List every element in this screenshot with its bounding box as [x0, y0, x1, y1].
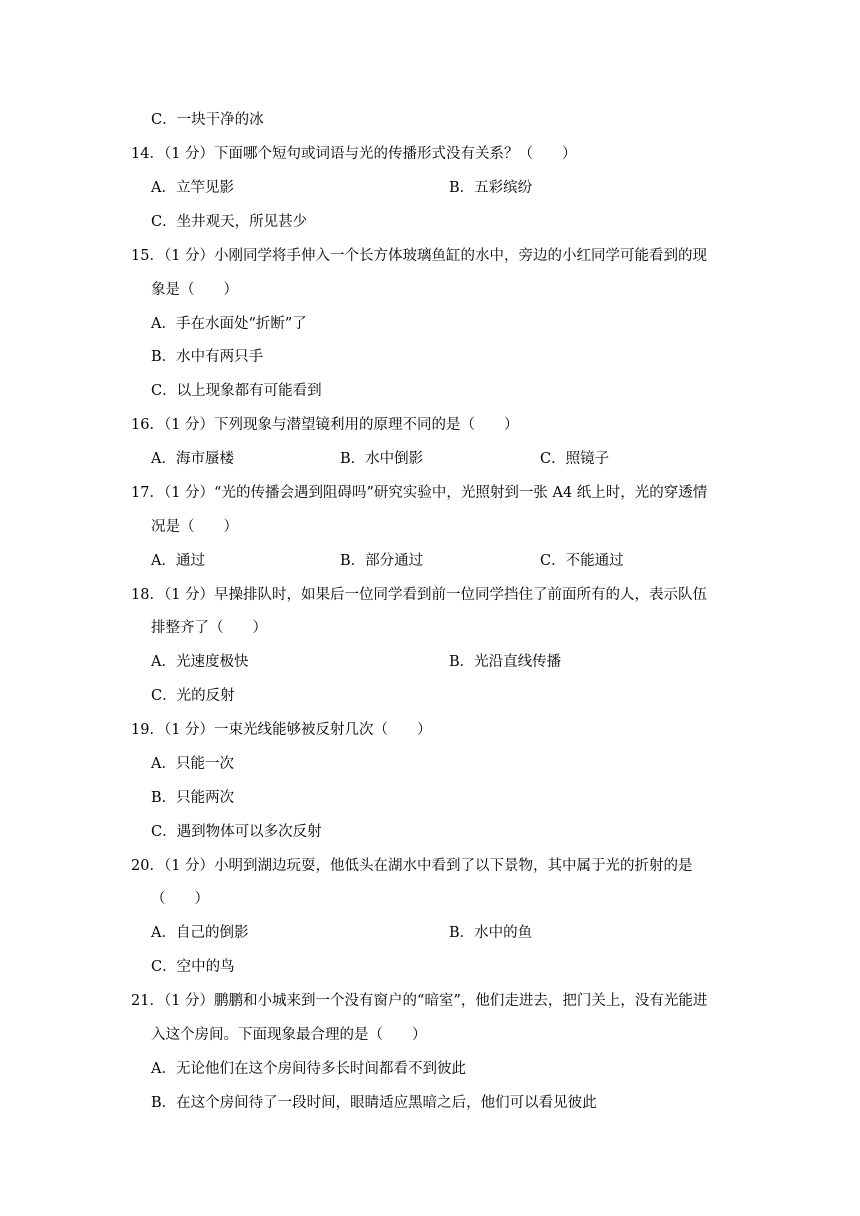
q19-stem: 19．（1 分）一束光线能够被反射几次（ ）	[131, 722, 432, 738]
q16-option-c: C．照镜子	[540, 451, 610, 467]
q20-option-b: B．水中的鱼	[449, 925, 533, 941]
q15-option-b: B．水中有两只手	[151, 349, 264, 365]
q14-option-c: C．坐井观天，所见甚少	[151, 214, 308, 230]
q14-option-a: A．立竿见影	[151, 180, 234, 196]
q20-stem-line2: （ ）	[151, 891, 209, 907]
q19-option-b: B．只能两次	[151, 790, 235, 806]
q18-option-c: C．光的反射	[151, 688, 235, 704]
q17-stem-line1: 17．（1 分）“光的传播会遇到阻碍吗”研究实验中，光照射到一张 A4 纸上时，光的穿透情	[131, 485, 708, 501]
q16-option-a: A．海市蜃楼	[151, 451, 234, 467]
q16-option-b: B．水中倒影	[340, 451, 424, 467]
q14-option-b: B．五彩缤纷	[449, 180, 533, 196]
q15-option-c: C．以上现象都有可能看到	[151, 383, 322, 399]
q18-option-a: A．光速度极快	[151, 654, 249, 670]
q14-stem: 14．（1 分）下面哪个短句或词语与光的传播形式没有关系？（ ）	[131, 146, 577, 162]
q21-stem-line1: 21．（1 分）鹏鹏和小城来到一个没有窗户的“暗室”，他们走进去，把门关上，没有光能进	[131, 993, 708, 1009]
q15-stem-line2: 象是（ ）	[151, 282, 238, 298]
q17-option-a: A．通过	[151, 553, 205, 569]
q20-stem-line1: 20．（1 分）小明到湖边玩耍，他低头在湖水中看到了以下景物，其中属于光的折射的是	[131, 858, 693, 874]
q20-option-c: C．空中的鸟	[151, 959, 235, 975]
q18-option-b: B．光沿直线传播	[449, 654, 562, 670]
q18-stem-line1: 18．（1 分）早操排队时，如果后一位同学看到前一位同学挡住了前面所有的人，表示队伍	[131, 587, 708, 603]
q18-stem-line2: 排整齐了（ ）	[151, 620, 267, 636]
q21-stem-line2: 入这个房间。下面现象最合理的是（ ）	[151, 1027, 427, 1043]
q20-option-a: A．自己的倒影	[151, 925, 249, 941]
q17-option-b: B．部分通过	[340, 553, 424, 569]
q21-option-b: B．在这个房间待了一段时间，眼睛适应黑暗之后，他们可以看见彼此	[151, 1095, 597, 1111]
q17-option-c: C．不能通过	[540, 553, 624, 569]
q19-option-a: A．只能一次	[151, 756, 234, 772]
q19-option-c: C．遇到物体可以多次反射	[151, 824, 322, 840]
q16-stem: 16．（1 分）下列现象与潜望镜利用的原理不同的是（ ）	[131, 417, 519, 433]
q17-stem-line2: 况是（ ）	[151, 519, 238, 535]
q13-option-c: C．一块干净的冰	[151, 112, 264, 128]
q15-stem-line1: 15．（1 分）小刚同学将手伸入一个长方体玻璃鱼缸的水中，旁边的小红同学可能看到的现	[131, 248, 708, 264]
q21-option-a: A．无论他们在这个房间待多长时间都看不到彼此	[151, 1061, 466, 1077]
q15-option-a: A．手在水面处“折断”了	[151, 316, 307, 332]
